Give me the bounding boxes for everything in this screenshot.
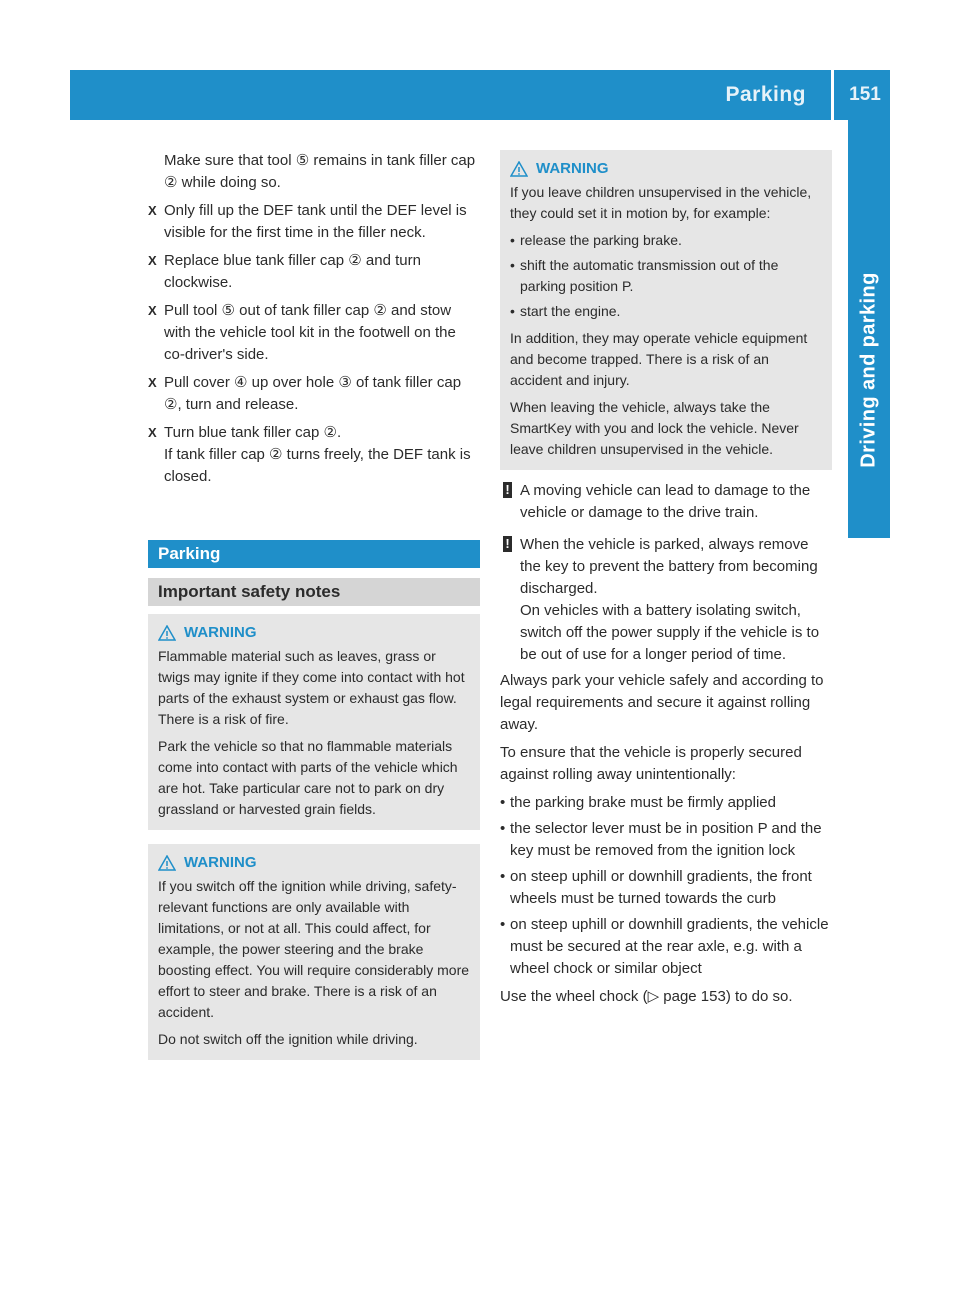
step-marker-icon: X [148, 303, 157, 318]
warning-text: When leaving the vehicle, always take the SmartKey with you and lock the vehicle. Never leave children unsupervised in the vehicle. [510, 399, 799, 457]
list-item: • the parking brake must be firmly applied [500, 792, 832, 814]
instruction-step [148, 300, 480, 366]
list-item: • shift the automatic transmission out of the parking position P. [510, 255, 822, 297]
body-paragraph: Use the wheel chock (▷ page 153) to do so. [500, 988, 793, 1005]
note-text: A moving vehicle can lead to damage to the vehicle or damage to the drive train. [520, 482, 811, 521]
warning-text: Park the vehicle so that no flammable materials come into contact with parts of the vehicle which are hot. Take particular care not to park on dry grassland or harvested grain fields. [158, 738, 458, 817]
right-column [500, 150, 832, 1014]
list-item: • on steep uphill or downhill gradients, the front wheels must be turned towards the curb [500, 866, 832, 910]
warning-title: WARNING [158, 852, 470, 873]
securing-list [500, 792, 832, 980]
warning-text: If you switch off the ignition while driving, safety-relevant functions are only available with limitations, or not at all. This could affect, for example, the power steering and the brake boosting effect. You will require considerably more effort to steer and brake. There is a risk of an accident. [158, 878, 470, 1020]
list-item: • the selector lever must be in position P and the key must be removed from the ignition lock [500, 818, 832, 862]
warning-text: If you leave children unsupervised in the vehicle, they could set it in motion by, for example: [510, 184, 812, 221]
list-item: • release the parking brake. [510, 230, 822, 251]
step-text: Pull tool ⑤ out of tank filler cap ② and stow with the vehicle tool kit in the footwell on the co-driver's side. [164, 302, 456, 363]
instruction-step [148, 200, 480, 244]
step-text: Turn blue tank filler cap ②. [164, 424, 342, 441]
instruction-step [148, 372, 480, 416]
list-item: • on steep uphill or downhill gradients, the vehicle must be secured at the rear axle, e.g. with a wheel chock or similar object [500, 914, 832, 980]
note-text: On vehicles with a battery isolating switch, switch off the power supply if the vehicle is to be out of use for a longer period of time. [520, 602, 820, 663]
warning-triangle-icon [158, 855, 176, 871]
step-marker-icon: X [148, 425, 157, 440]
warning-box [500, 150, 832, 470]
warning-triangle-icon [158, 625, 176, 641]
step-marker-icon: X [148, 203, 157, 218]
list-item: • start the engine. [510, 301, 822, 322]
note-text: When the vehicle is parked, always remove the key to prevent the battery from becoming discharged. [520, 536, 818, 597]
left-column [148, 150, 480, 1060]
warning-list [510, 230, 822, 322]
exclamation-icon: ! [503, 482, 512, 498]
body-paragraph: To ensure that the vehicle is properly secured against rolling away unintentionally: [500, 744, 802, 783]
step-marker-icon: X [148, 253, 157, 268]
step-text: Only fill up the DEF tank until the DEF level is visible for the first time in the filler neck. [164, 202, 467, 241]
subsection-heading: Important safety notes [148, 578, 480, 606]
intro-text: Make sure that tool ⑤ remains in tank filler cap ② while doing so. [164, 152, 476, 191]
warning-triangle-icon [510, 161, 528, 177]
body-paragraph: Always park your vehicle safely and according to legal requirements and secure it against rolling away. [500, 672, 824, 733]
step-text: Pull cover ④ up over hole ③ of tank filler cap ②, turn and release. [164, 374, 462, 413]
warning-title: WARNING [158, 622, 470, 643]
side-chapter-block [848, 490, 890, 538]
step-result: If tank filler cap ② turns freely, the DEF tank is closed. [164, 446, 471, 485]
warning-text: Do not switch off the ignition while driving. [158, 1031, 418, 1047]
warning-title: WARNING [510, 158, 822, 179]
step-marker-icon: X [148, 375, 157, 390]
warning-text: Flammable material such as leaves, grass or twigs may ignite if they come into contact with hot parts of the exhaust system or exhaust gas flow. There is a risk of fire. [158, 648, 465, 727]
header-divider [831, 70, 834, 120]
page-header [70, 70, 890, 120]
page-number: 151 [849, 84, 881, 105]
warning-box [148, 614, 480, 830]
exclamation-icon: ! [503, 536, 512, 552]
step-text: Replace blue tank filler cap ② and turn clockwise. [164, 252, 421, 291]
section-heading: Parking [148, 540, 480, 568]
instruction-step [148, 422, 480, 488]
instruction-step [148, 250, 480, 294]
side-chapter-label: Driving and parking [857, 272, 880, 468]
note-item [500, 480, 832, 524]
warning-box [148, 844, 480, 1060]
header-section-title: Parking [725, 83, 806, 106]
warning-text: In addition, they may operate vehicle equipment and become trapped. There is a risk of an accident and injury. [510, 330, 808, 388]
note-item [500, 534, 832, 666]
